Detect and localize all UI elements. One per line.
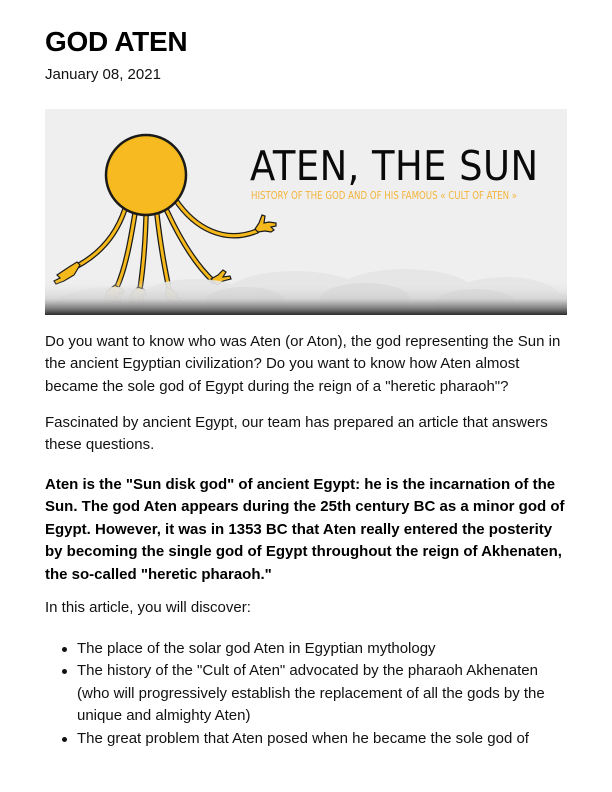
intro-paragraph: Do you want to know who was Aten (or Aton), the god representing the Sun in the ancient Egyptian civilization? Do you want to know how Aten almost became the sole god of Egypt during the reign of a "heretic pharaoh"? [45, 333, 561, 395]
bullet-icon [62, 647, 67, 652]
sun-disk-with-hands-icon [45, 109, 567, 315]
team-paragraph: Fascinated by ancient Egypt, our team has prepared an article that answers these questions. [45, 414, 548, 454]
list-item-text: The history of the "Cult of Aten" advocated by the pharaoh Akhenaten (who will progressively establish the replacement of all the gods by the unique and almighty Aten) [77, 662, 545, 725]
hero-subtitle: HISTORY OF THE GOD AND OF HIS FAMOUS « CULT OF ATEN » [251, 190, 518, 202]
list-item-text: The great problem that Aten posed when he became the sole god of [77, 729, 529, 747]
page-title: GOD ATEN [45, 26, 188, 57]
hero-image [45, 109, 567, 315]
summary-paragraph-bold: Aten is the "Sun disk god" of ancient Egypt: he is the incarnation of the Sun. The god Aten appears during the 25th century BC as a minor god of Egypt. However, it was in 1353 BC that Aten really entered the posterity by becoming the single god of Egypt throughout the reign of Akhenaten, the so-called "heretic pharaoh." [45, 476, 565, 583]
bullet-icon [62, 737, 67, 742]
bullet-icon [62, 669, 67, 674]
list-item [45, 638, 567, 660]
list-item-text: The place of the solar god Aten in Egyptian mythology [77, 640, 436, 657]
list-item [45, 728, 567, 750]
list-item [45, 660, 567, 727]
hero-title: ATEN, THE SUN [250, 142, 539, 190]
list-intro: In this article, you will discover: [45, 599, 251, 616]
topics-list [45, 638, 567, 750]
publish-date: January 08, 2021 [45, 66, 161, 83]
